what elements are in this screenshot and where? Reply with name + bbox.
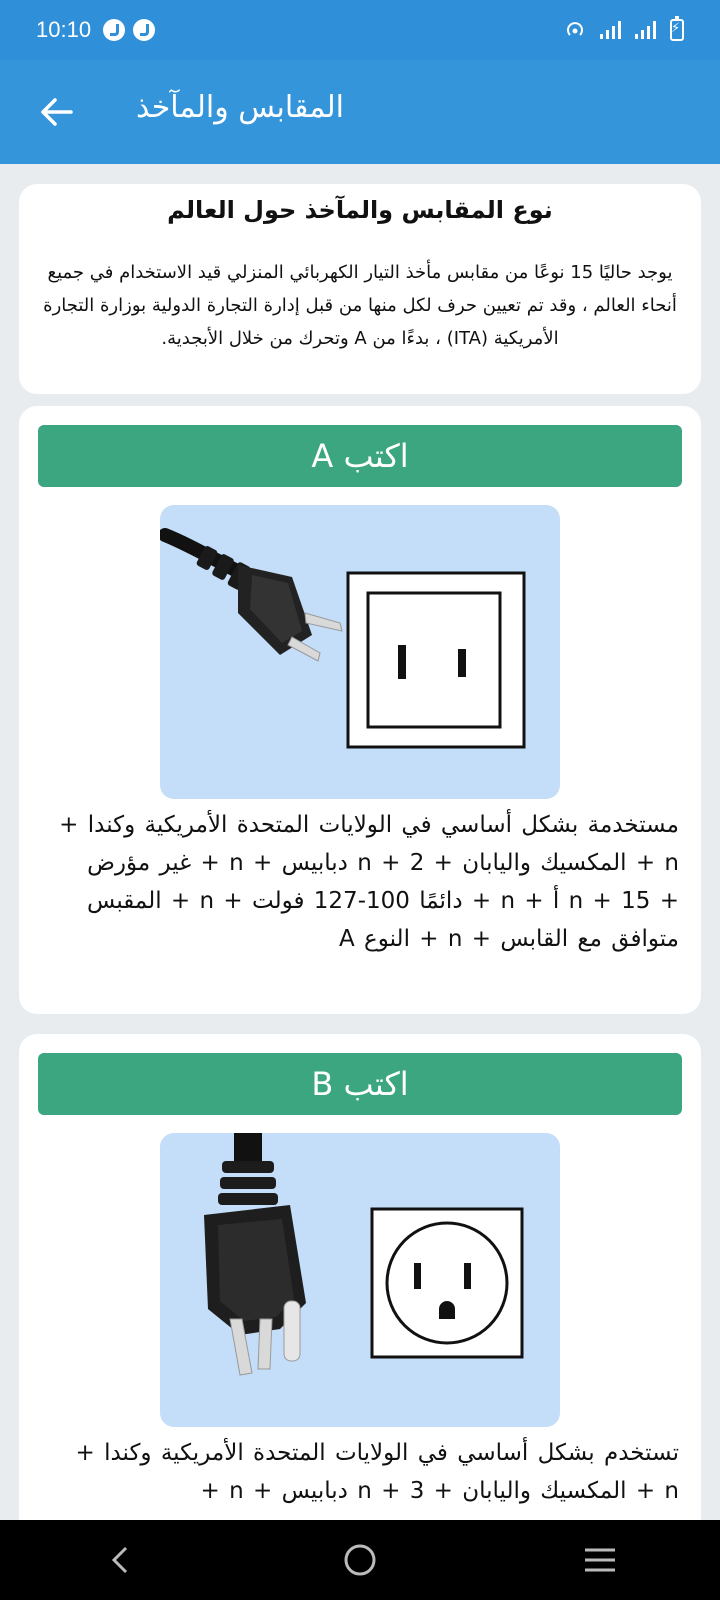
hotspot-icon <box>564 19 586 41</box>
intro-title: نوع المقابس والمآخذ حول العالم <box>167 196 553 224</box>
plug-type-b-image <box>160 1133 560 1427</box>
status-time: 10:10 <box>36 17 92 42</box>
plug-type-card <box>19 1034 701 1520</box>
app-notification-icon <box>103 19 125 41</box>
status-right <box>564 19 684 41</box>
circle-home-icon <box>343 1543 377 1577</box>
plug-type-card <box>19 406 701 1014</box>
status-left <box>36 17 155 43</box>
type-description: تستخدم بشكل أساسي في الولايات المتحدة الأمريكية وكندا + n + المكسيك واليابان + 3 + n دبابيس + n + <box>75 1440 679 1504</box>
arrow-left-icon <box>39 97 73 127</box>
back-button[interactable] <box>30 86 82 138</box>
chevron-left-icon <box>108 1545 132 1575</box>
battery-charging-icon <box>670 19 684 41</box>
menu-lines-icon <box>583 1546 617 1574</box>
nav-recents-button[interactable] <box>570 1530 630 1590</box>
page-title: المقابس والمآخذ <box>136 90 345 125</box>
nav-home-button[interactable] <box>330 1530 390 1590</box>
type-header: اكتب A <box>38 425 682 487</box>
intro-text: يوجد حاليًا 15 نوعًا من مقابس مأخذ التيار الكهربائي المنزلي قيد الاستخدام في جميع أنحاء العالم ، وقد تم تعيين حرف لكل منها من قبل إدارة التجارة الدولية بوزارة التجارة الأمريكية (ITA) ، بدءًا من A وتحرك من خلال الأبجدية. <box>43 262 677 349</box>
signal-icon <box>635 21 656 39</box>
type-header: اكتب B <box>38 1053 682 1115</box>
system-nav-bar <box>0 1520 720 1600</box>
status-bar <box>0 0 720 60</box>
app-bar <box>0 60 720 164</box>
nav-back-button[interactable] <box>90 1530 150 1590</box>
intro-card <box>19 184 701 394</box>
type-description: مستخدمة بشكل أساسي في الولايات المتحدة الأمريكية وكندا + n + المكسيك واليابان + 2 + n دبابيس + n + غير مؤرض + 15 + n أ + n + دائمًا 100-127 فولت + n + المقبس متوافق مع القابس + n + النوع A <box>59 812 679 952</box>
app-notification-icon <box>133 19 155 41</box>
signal-icon <box>600 21 621 39</box>
content-scroll[interactable] <box>0 164 720 1520</box>
plug-type-a-image <box>160 505 560 799</box>
notification-icons <box>103 19 155 41</box>
